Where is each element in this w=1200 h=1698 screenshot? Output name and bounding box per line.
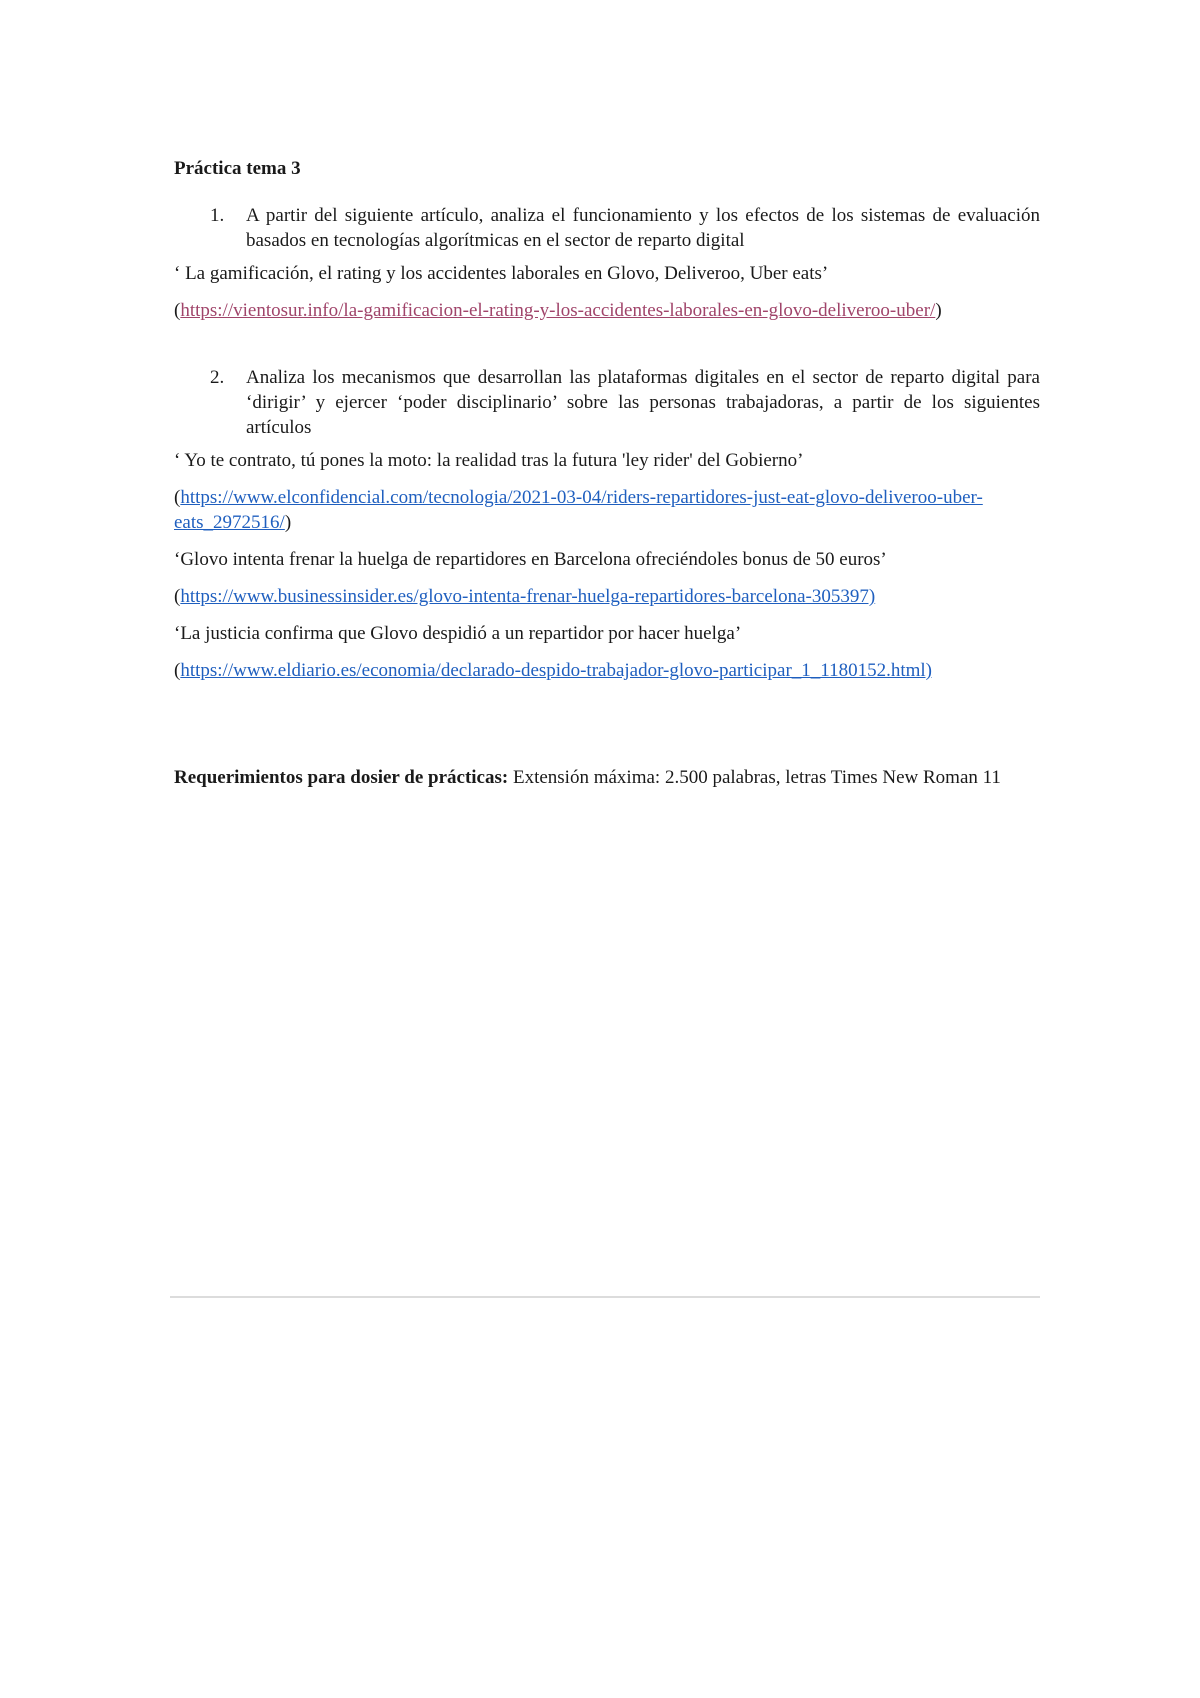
article-2-link[interactable]: https://www.elconfidencial.com/tecnologia/2021-03-04/riders-repartidores-just-eat-glovo-deliveroo-uber-eats_2972516/	[174, 487, 983, 533]
list-text-2: Analiza los mecanismos que desarrollan las plataformas digitales en el sector de reparto digital para ‘dirigir’ y ejercer ‘poder disciplinario’ sobre las personas trabajadoras, a partir de los siguientes artículos	[246, 367, 1040, 438]
article-4-source	[174, 658, 1040, 683]
list-number-1: 1.	[210, 205, 225, 226]
article-4-link[interactable]: https://www.eldiario.es/economia/declarado-despido-trabajador-glovo-participar_1_1180152.html)	[180, 660, 932, 681]
spacer	[174, 695, 1040, 765]
requirements-text: Extensión máxima: 2.500 palabras, letras Times New Roman 11	[508, 767, 1001, 788]
article-3-link[interactable]: https://www.businessinsider.es/glovo-intenta-frenar-huelga-repartidores-barcelona-305397)	[180, 586, 876, 607]
article-3-title: ‘Glovo intenta frenar la huelga de repartidores en Barcelona ofreciéndoles bonus de 50 euros’	[174, 549, 887, 570]
close-paren: )	[284, 512, 292, 533]
list-number-2: 2.	[210, 367, 225, 388]
article-3-source	[174, 584, 1040, 609]
requirements-label: Requerimientos para dosier de prácticas:	[174, 767, 509, 788]
article-2-title: ‘ Yo te contrato, tú pones la moto: la realidad tras la futura 'ley rider' del Gobierno’	[174, 450, 804, 471]
article-2-source	[174, 485, 1040, 535]
document-title: Práctica tema 3	[174, 158, 301, 179]
requirements	[174, 765, 1040, 790]
open-paren: (	[174, 487, 181, 508]
open-paren: (	[174, 586, 181, 607]
document-page	[174, 156, 1040, 802]
open-paren: (	[174, 300, 181, 321]
article-1-source	[174, 298, 1040, 323]
page-divider	[170, 1296, 1040, 1298]
article-1-link[interactable]: https://vientosur.info/la-gamificacion-el-rating-y-los-accidentes-laborales-en-glovo-deliveroo-uber/	[180, 300, 936, 321]
article-4-title: ‘La justicia confirma que Glovo despidió a un repartidor por hacer huelga’	[174, 623, 742, 644]
list-item-1	[174, 203, 1040, 253]
article-1-title: ‘ La gamificación, el rating y los accidentes laborales en Glovo, Deliveroo, Uber eats’	[174, 263, 829, 284]
open-paren: (	[174, 660, 181, 681]
spacer	[174, 335, 1040, 365]
close-paren: )	[935, 300, 942, 321]
list-text-1: A partir del siguiente artículo, analiza el funcionamiento y los efectos de los sistemas de evaluación basados en tecnologías algorítmicas en el sector de reparto digital	[246, 205, 1040, 251]
list-item-2	[174, 365, 1040, 440]
